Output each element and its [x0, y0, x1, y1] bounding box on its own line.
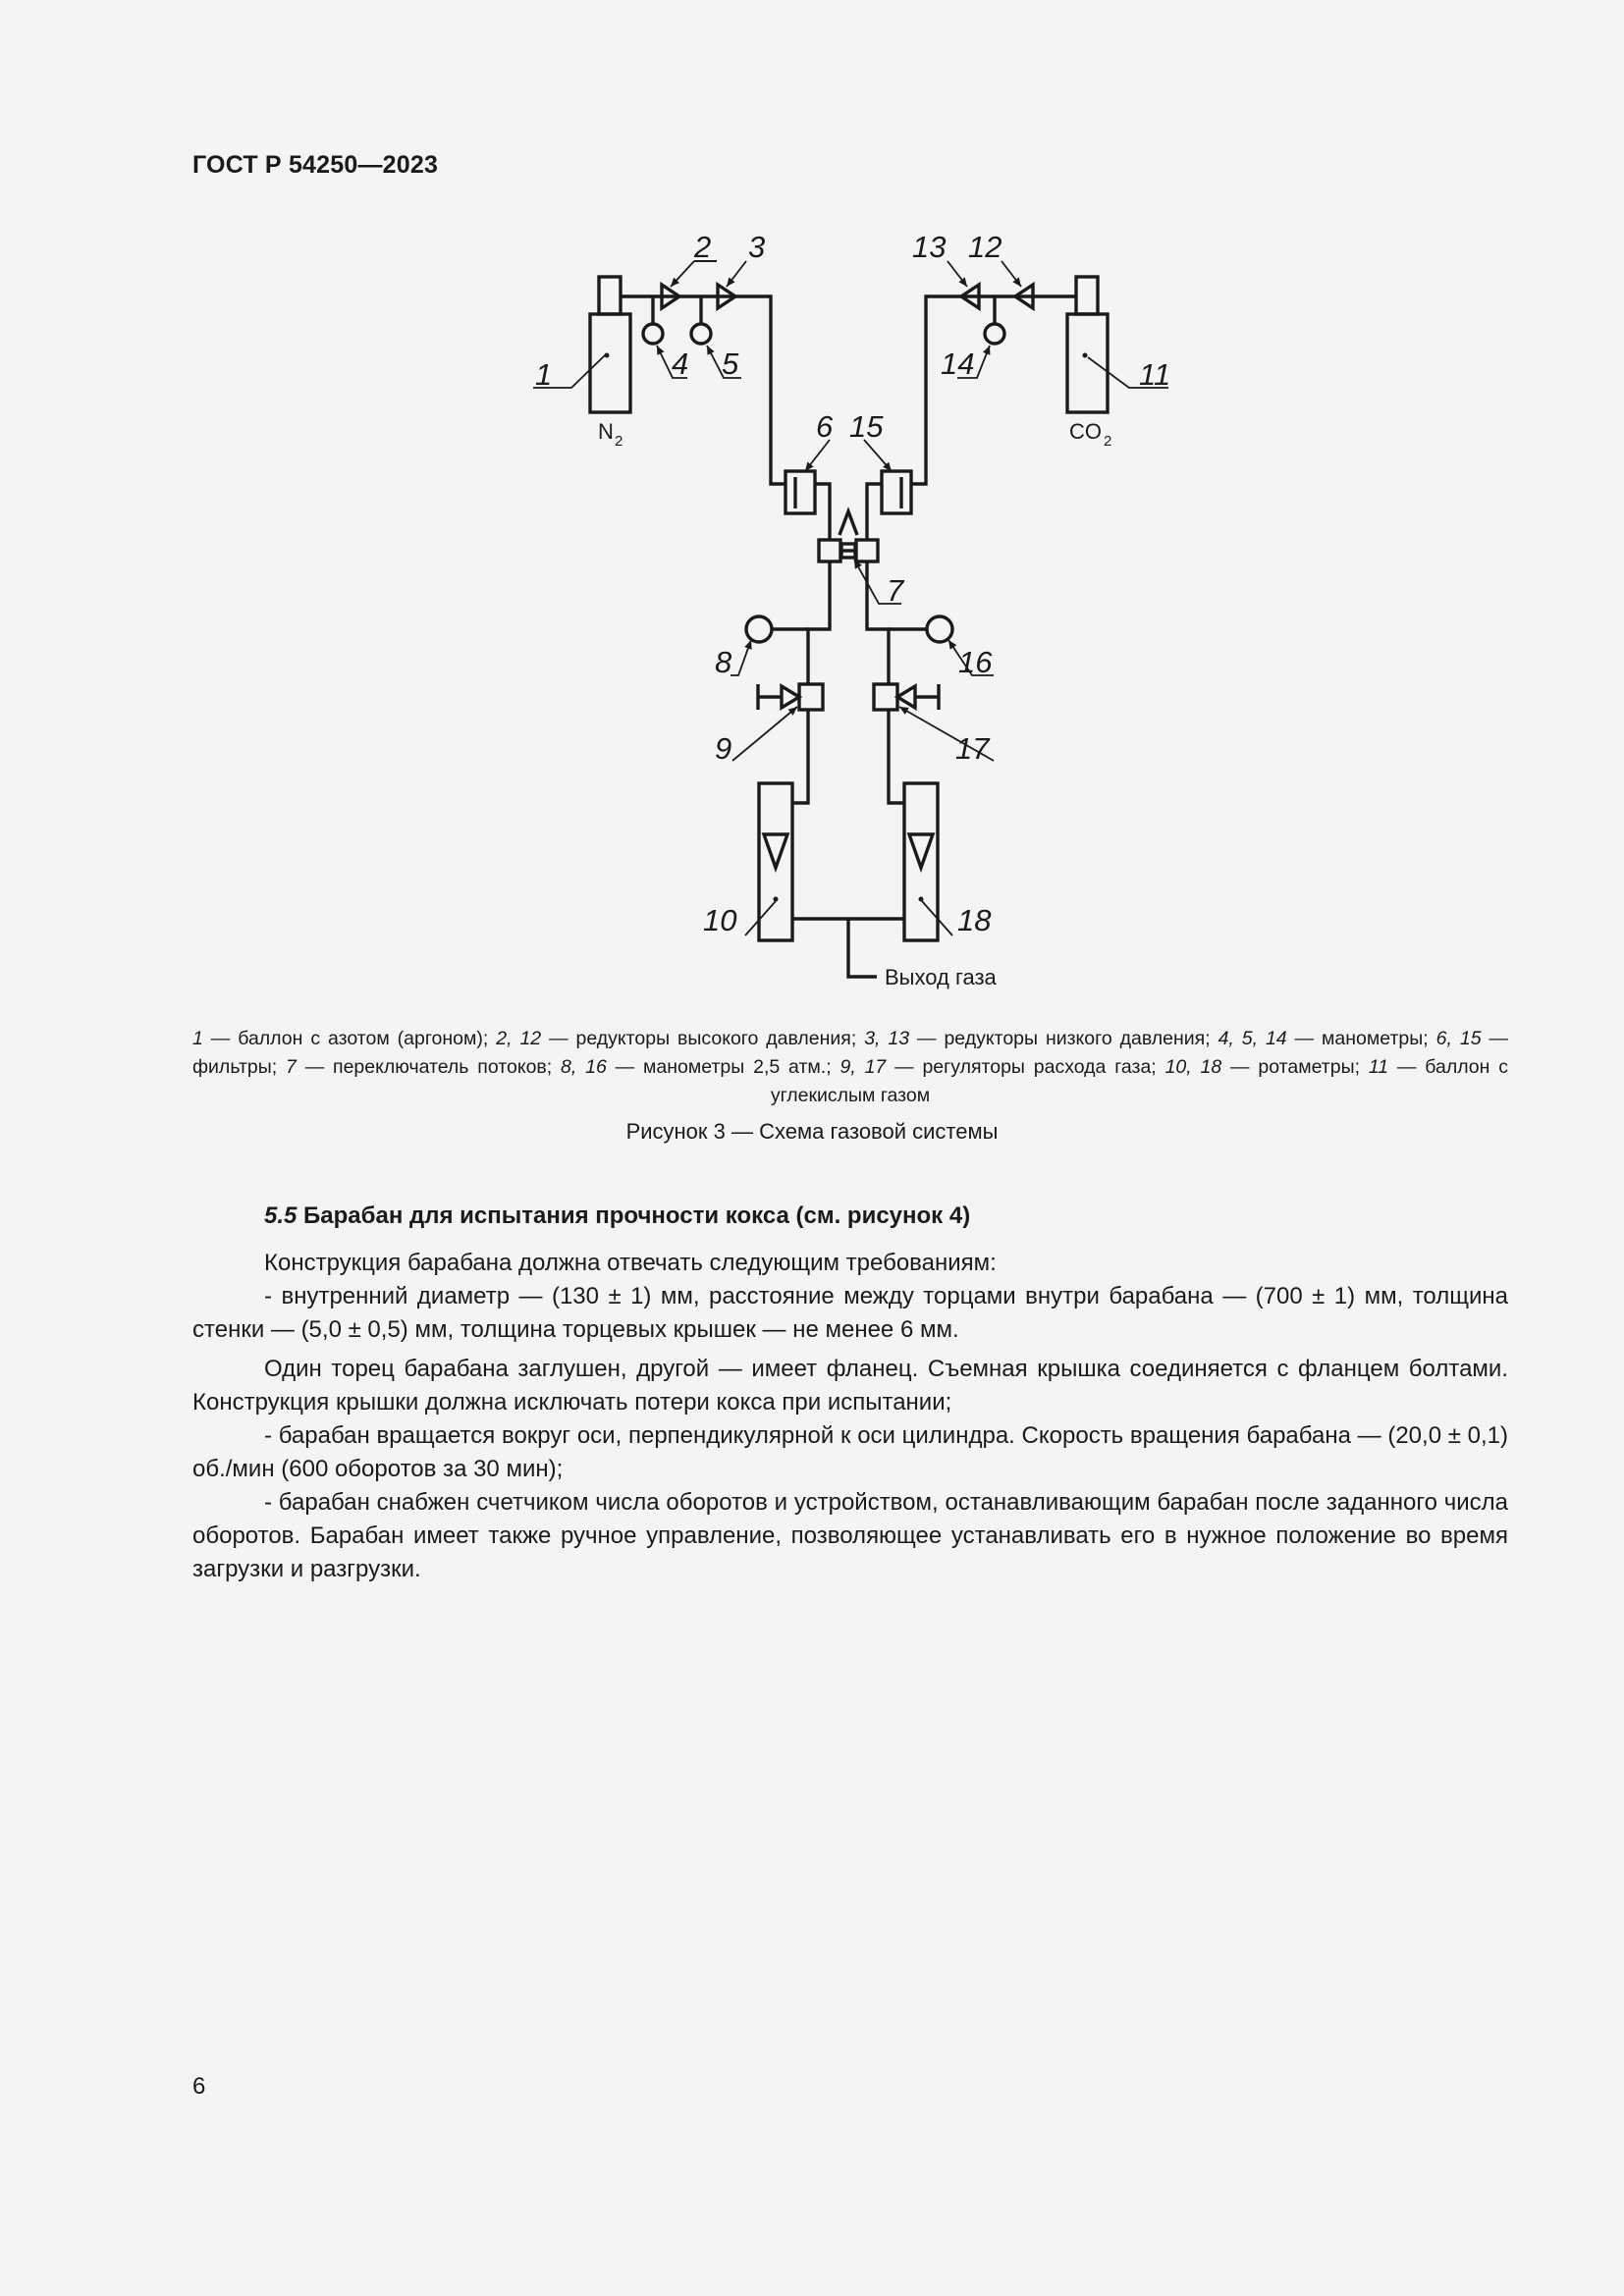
leader-9 — [732, 707, 797, 761]
filter-15 — [882, 471, 911, 513]
regulator-17-body — [874, 684, 897, 710]
figure-key — [192, 1025, 1508, 1110]
paragraph-5: - барабан снабжен счетчиком числа оборотов и устройством, останавливающим барабан после заданного числа оборотов. Барабан имеет также ручное управление, позволяющее устанавливать его в нужное положение во время загрузки и разгрузки. — [192, 1489, 1508, 1582]
gauge-16 — [927, 616, 952, 642]
callout-2: 2 — [694, 230, 712, 264]
callout-18: 18 — [957, 903, 992, 937]
paragraph-2: - внутренний диаметр — (130 ± 1) мм, расстояние между торцами внутри барабана — (700 ± 1) мм, толщина стенки — (5,0 ± 0,5) мм, толщина торцевых крышек — не менее 6 мм. — [192, 1283, 1508, 1343]
left-branch-line — [808, 561, 830, 684]
figure-title: Рисунок 3 — Схема газовой системы — [625, 1119, 999, 1144]
gas-outlet-label: Выход газа — [885, 965, 997, 989]
paragraph-4: - барабан вращается вокруг оси, перпендикулярной к оси цилиндра. Скорость вращения барабана — (20,0 ± 0,1) об./мин (600 оборотов за 30 мин); — [192, 1422, 1508, 1482]
key-item-2: 2, 12 — редукторы высокого давления; — [496, 1028, 865, 1049]
flow-switch-indicator — [839, 511, 857, 535]
co2-cylinder — [1067, 314, 1108, 412]
co2-cylinder-valve — [1076, 277, 1098, 314]
callout-4: 4 — [672, 347, 689, 381]
gas-system-diagram — [0, 0, 1624, 1011]
key-item-10: 11 — баллон с углекислым газом — [770, 1056, 1509, 1106]
rotameter-10 — [759, 783, 792, 940]
flow-switch-right — [856, 540, 878, 561]
section-heading — [192, 1200, 1508, 1233]
page-number: 6 — [192, 2073, 206, 2100]
key-item-7: 8, 16 — манометры 2,5 атм.; — [561, 1056, 840, 1078]
right-branch-line — [867, 561, 889, 684]
n2-label-subscript: 2 — [615, 433, 623, 450]
filter-6 — [785, 471, 815, 513]
paragraph-1: Конструкция барабана должна отвечать следующим требованиям: — [264, 1250, 997, 1276]
callout-14: 14 — [941, 347, 975, 381]
callout-13: 13 — [912, 230, 947, 264]
callout-1: 1 — [535, 357, 553, 392]
section-heading-text: Барабан для испытания прочности кокса (см. рисунок 4) — [297, 1202, 971, 1229]
callout-5: 5 — [722, 347, 739, 381]
callout-8: 8 — [715, 645, 732, 679]
callout-12: 12 — [968, 230, 1002, 264]
rotameter-10-float — [764, 834, 787, 868]
left-to-rotameter — [792, 710, 808, 803]
rotameter-18 — [904, 783, 938, 940]
callout-6: 6 — [816, 409, 834, 444]
callout-7: 7 — [887, 573, 904, 608]
leader-6 — [805, 440, 830, 471]
regulator-17-valve — [897, 684, 939, 710]
key-item-9: 10, 18 — ротаметры; — [1164, 1056, 1369, 1078]
section-5-5 — [192, 1200, 1508, 1586]
n2-cylinder-valve — [599, 277, 621, 314]
key-item-3: 3, 13 — редукторы низкого давления; — [864, 1028, 1218, 1049]
leader-8 — [731, 640, 751, 675]
rotameter-18-float — [909, 834, 933, 868]
callout-11: 11 — [1139, 357, 1171, 392]
co2-cylinder-marker — [1083, 353, 1088, 358]
gauge-8 — [746, 616, 772, 642]
gauge-14 — [985, 324, 1004, 344]
rotameter-10-marker — [774, 897, 779, 902]
leader-13 — [947, 261, 967, 287]
callout-16: 16 — [958, 645, 993, 679]
n2-cylinder-marker — [605, 353, 610, 358]
key-item-1: 1 — баллон с азотом (аргоном); — [192, 1028, 497, 1049]
paragraph-3: Один торец барабана заглушен, другой — имеет фланец. Съемная крышка соединяется с фланцем болтами. Конструкция крышки должна исключать потери кокса при испытании; — [192, 1356, 1508, 1415]
callout-10: 10 — [703, 903, 737, 937]
leader-15 — [864, 440, 892, 471]
callout-3: 3 — [748, 230, 766, 264]
document-code-header: ГОСТ Р 54250—2023 — [192, 151, 439, 179]
flow-switch-left — [819, 540, 840, 561]
co2-label-subscript: 2 — [1104, 433, 1112, 450]
key-item-5: 6, 15 — фильтры; — [192, 1028, 1508, 1078]
n2-label: N — [598, 419, 614, 444]
key-item-6: 7 — переключатель потоков; — [286, 1056, 562, 1078]
gauge-4 — [643, 324, 663, 344]
leader-12 — [1001, 261, 1021, 287]
leader-2-arrow — [671, 261, 694, 287]
key-item-8: 9, 17 — регуляторы расхода газа; — [839, 1056, 1165, 1078]
leader-3 — [727, 261, 746, 287]
callout-9: 9 — [715, 731, 732, 766]
key-item-4: 4, 5, 14 — манометры; — [1218, 1028, 1436, 1049]
filter-6-outlet — [815, 484, 830, 541]
gauge-5 — [691, 324, 711, 344]
section-number: 5.5 — [264, 1202, 298, 1229]
regulator-9-valve — [758, 684, 799, 710]
filter-15-outlet — [867, 484, 882, 541]
regulator-9-body — [799, 684, 823, 710]
right-to-rotameter — [889, 710, 904, 803]
co2-label: CO — [1069, 419, 1102, 444]
callout-15: 15 — [849, 409, 884, 444]
callout-17: 17 — [955, 731, 990, 766]
